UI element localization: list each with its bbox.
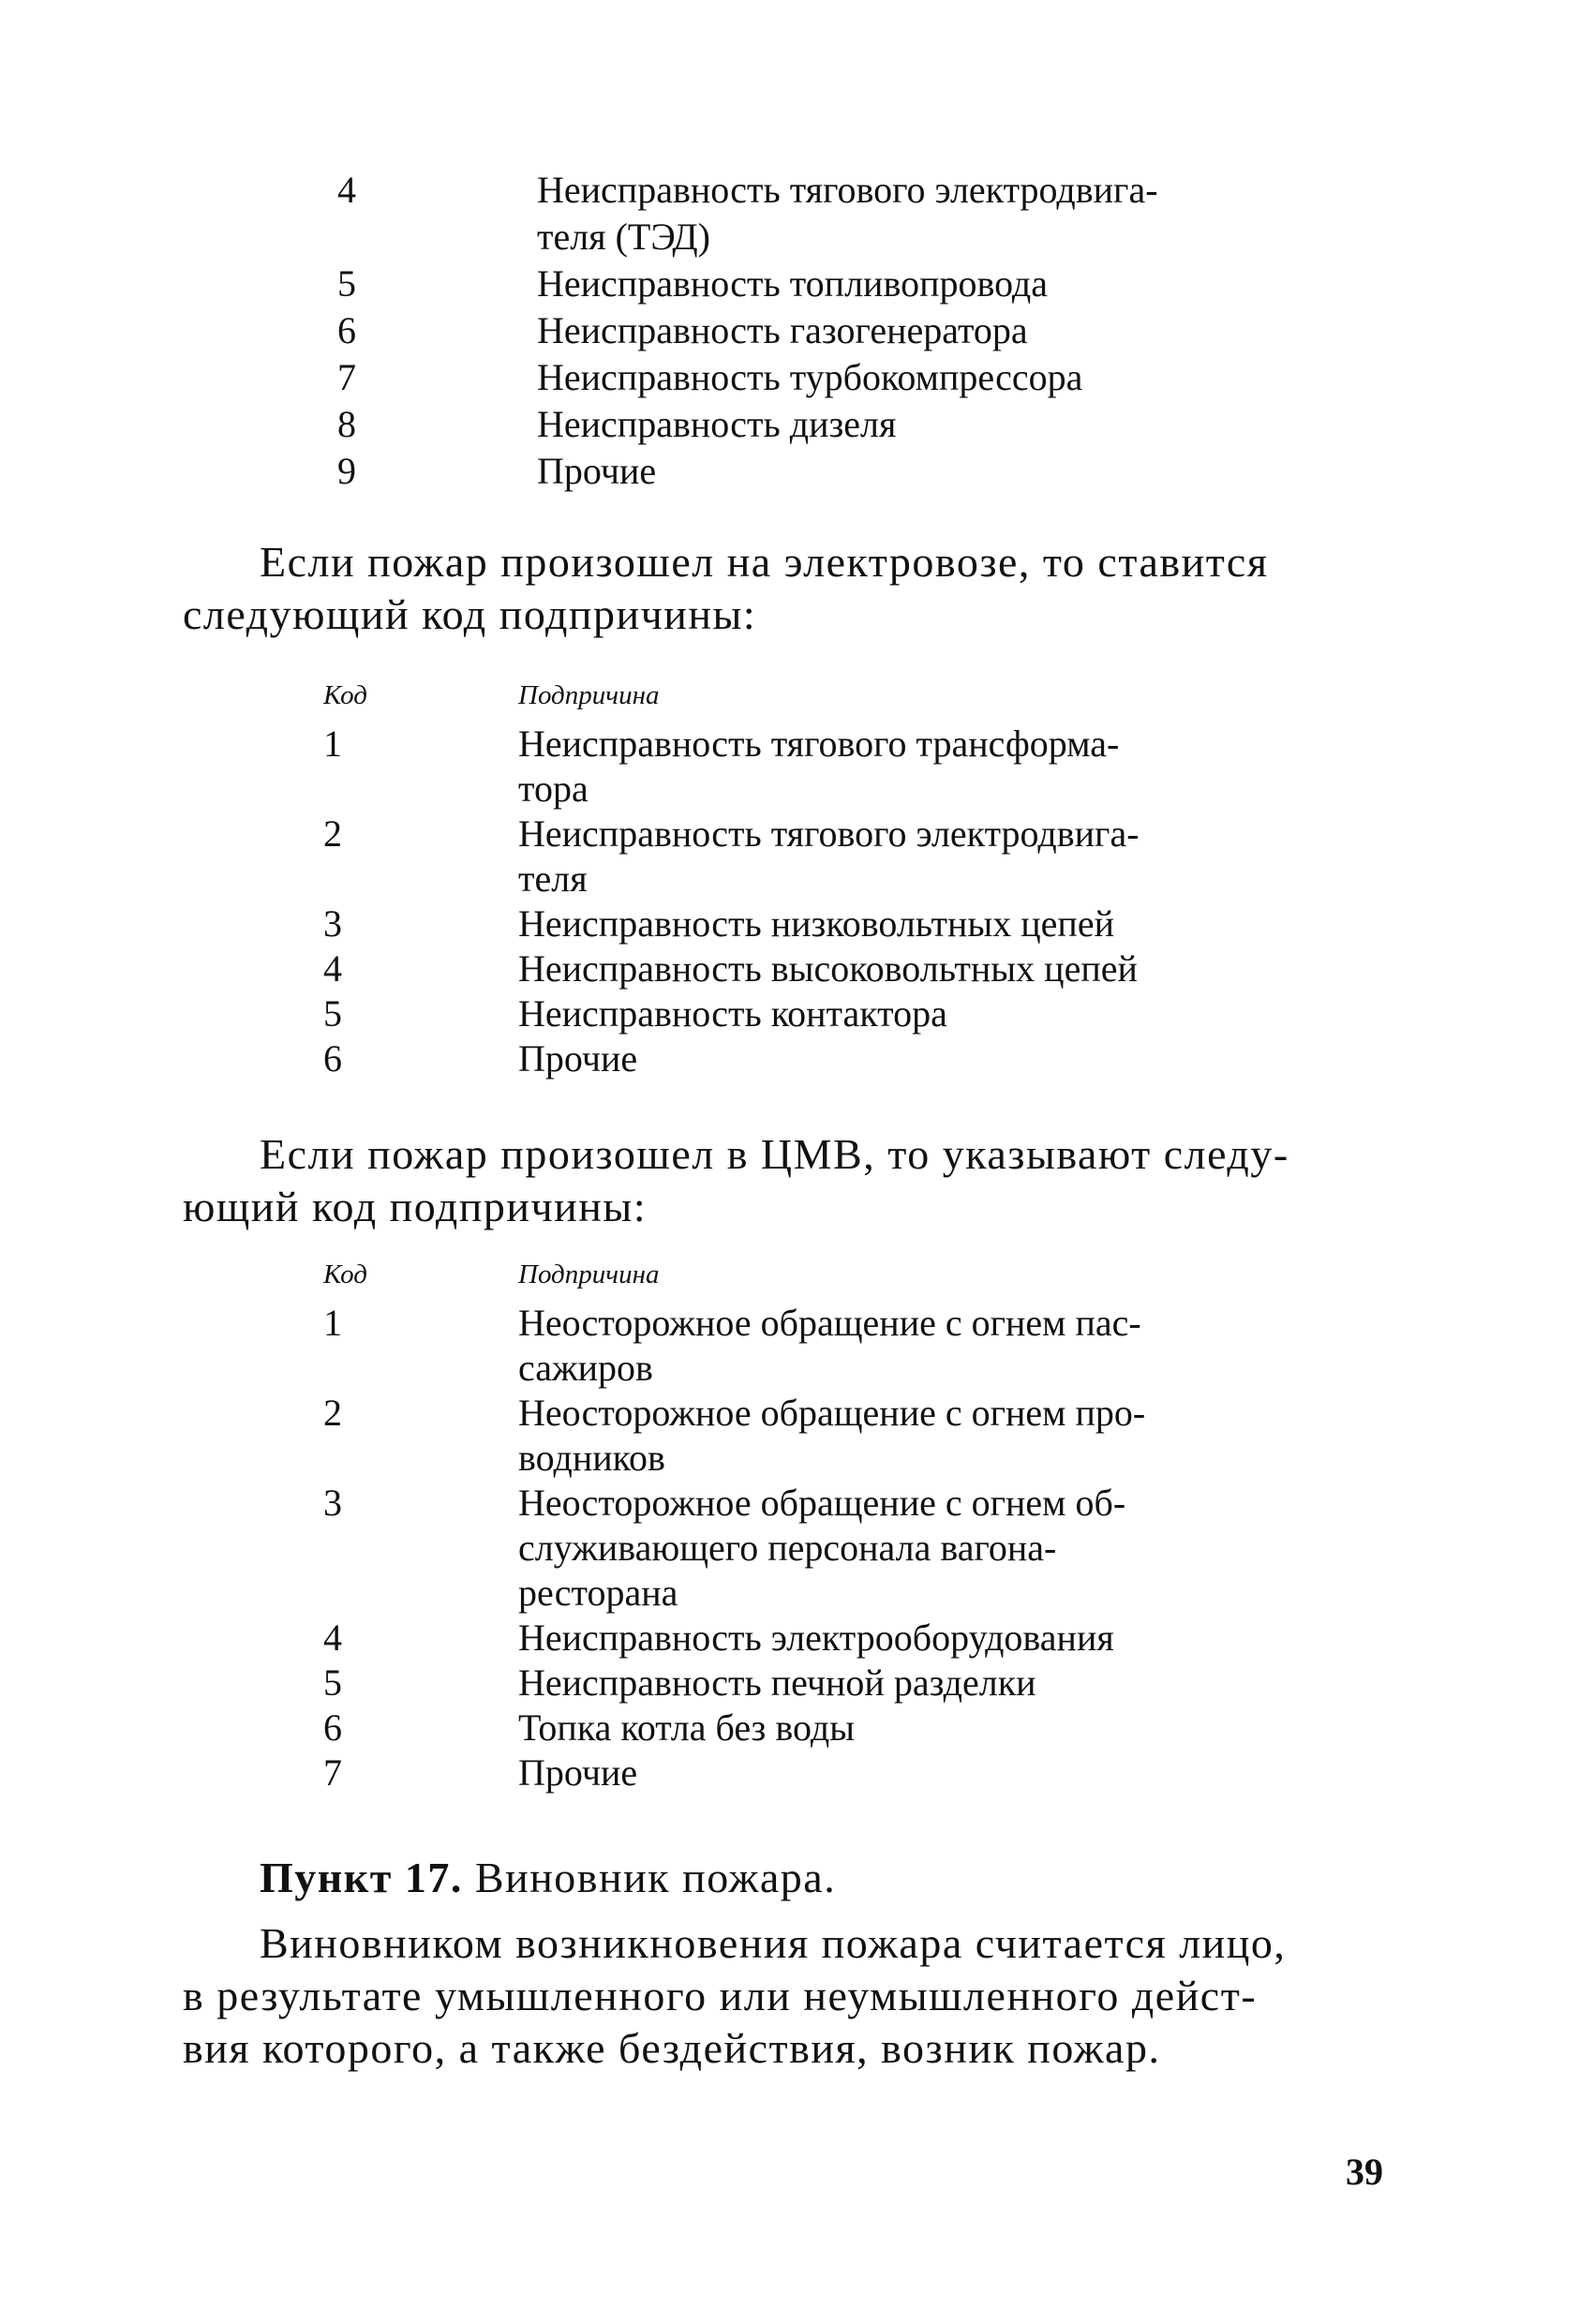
table-row xyxy=(323,946,1296,991)
table-row xyxy=(323,1750,1296,1795)
table-row xyxy=(337,354,1315,401)
table-row xyxy=(323,1481,1296,1616)
subcause-table-electric-locomotive xyxy=(323,675,1296,1081)
subcause-cell: Прочие xyxy=(518,1037,638,1080)
code-cell: 4 xyxy=(323,1616,342,1659)
subcause-cell: Топка котла без воды xyxy=(518,1706,856,1749)
code-cell: 2 xyxy=(323,1392,342,1434)
header-subcause: Подпричина xyxy=(518,680,660,710)
section-title: Виновник пожара. xyxy=(462,1854,837,1901)
subcause-cell: Прочие xyxy=(518,1751,638,1794)
code-cell: 1 xyxy=(323,723,342,765)
subcause-cell: Неисправность низковольтных цепей xyxy=(518,902,1114,945)
paragraph-line: Виновником возникновения пожара считается лицо, xyxy=(260,1919,1287,1967)
subcause-table-cmv xyxy=(323,1254,1296,1795)
code-cell: 5 xyxy=(323,992,342,1035)
subcause-cell: Неисправность топливопровода xyxy=(537,262,1049,305)
subcause-cell: Неисправность дизеля xyxy=(537,403,897,445)
subcause-cell: Неисправность электрооборудования xyxy=(518,1616,1114,1659)
code-cell: 8 xyxy=(337,403,356,445)
subcause-table-diesel xyxy=(337,167,1315,495)
paragraph-line: Если пожар произошел в ЦМВ, то указывают следу- xyxy=(260,1130,1289,1178)
subcause-cell: Неисправность контактора xyxy=(518,992,947,1035)
paragraph-line: вия которого, а также бездействия, возник пожар. xyxy=(183,2024,1161,2072)
subcause-cell: Неосторожное обращение с огнем об- служивающего персонала вагона- ресторана xyxy=(518,1482,1126,1614)
paragraph-cmv xyxy=(183,1128,1410,1233)
code-cell: 4 xyxy=(337,169,356,211)
paragraph-electric-locomotive xyxy=(183,536,1410,641)
table-row xyxy=(323,1706,1296,1750)
code-cell: 2 xyxy=(323,812,342,855)
table-row xyxy=(323,812,1296,901)
paragraph-line: следующий код подпричины: xyxy=(183,590,757,638)
code-cell: 4 xyxy=(323,947,342,990)
table-row xyxy=(323,991,1296,1036)
code-cell: 9 xyxy=(337,450,356,492)
paragraph-culprit xyxy=(183,1917,1410,2075)
table-row xyxy=(337,261,1315,307)
table-row xyxy=(337,167,1315,261)
subcause-cell: Неосторожное обращение с огнем про- водников xyxy=(518,1392,1146,1479)
code-cell: 5 xyxy=(323,1661,342,1704)
table-row xyxy=(337,401,1315,448)
page-number: 39 xyxy=(1346,2151,1383,2193)
table-row xyxy=(337,448,1315,495)
subcause-cell: Неисправность печной разделки xyxy=(518,1661,1036,1704)
subcause-cell: Неисправность тягового трансформа- тора xyxy=(518,723,1120,810)
table-row xyxy=(337,307,1315,354)
table-header xyxy=(323,1254,1296,1295)
table-row xyxy=(323,901,1296,946)
paragraph-line: в результате умышленного или неумышленного дейст- xyxy=(183,1972,1258,2019)
header-code: Код xyxy=(323,680,367,710)
table-row xyxy=(323,1661,1296,1706)
table-row xyxy=(323,1616,1296,1661)
subcause-cell: Неисправность тягового электродвига- теля (ТЭД) xyxy=(537,169,1158,258)
table-row xyxy=(323,1301,1296,1391)
paragraph-line: Если пожар произошел на электровозе, то ставится xyxy=(260,538,1269,586)
code-cell: 3 xyxy=(323,902,342,945)
code-cell: 1 xyxy=(323,1302,342,1344)
table-row xyxy=(323,1036,1296,1081)
table-row xyxy=(323,1391,1296,1481)
code-cell: 6 xyxy=(337,309,356,351)
subcause-cell: Прочие xyxy=(537,450,657,492)
table-header xyxy=(323,675,1296,716)
subcause-cell: Неисправность газогенератора xyxy=(537,309,1028,351)
code-cell: 6 xyxy=(323,1706,342,1749)
code-cell: 6 xyxy=(323,1037,342,1080)
section-heading xyxy=(260,1852,836,1904)
subcause-cell: Неисправность тягового электродвига- теля xyxy=(518,812,1140,900)
code-cell: 5 xyxy=(337,262,356,305)
paragraph-line: ющий код подпричины: xyxy=(183,1183,648,1230)
code-cell: 7 xyxy=(337,356,356,398)
subcause-cell: Неисправность высоковольтных цепей xyxy=(518,947,1138,990)
section-number: Пункт 17. xyxy=(260,1854,463,1901)
code-cell: 3 xyxy=(323,1482,342,1524)
code-cell: 7 xyxy=(323,1751,342,1794)
header-subcause: Подпричина xyxy=(518,1259,660,1289)
table-row xyxy=(323,722,1296,812)
header-code: Код xyxy=(323,1259,367,1289)
subcause-cell: Неосторожное обращение с огнем пас- сажиров xyxy=(518,1302,1141,1389)
subcause-cell: Неисправность турбокомпрессора xyxy=(537,356,1083,398)
